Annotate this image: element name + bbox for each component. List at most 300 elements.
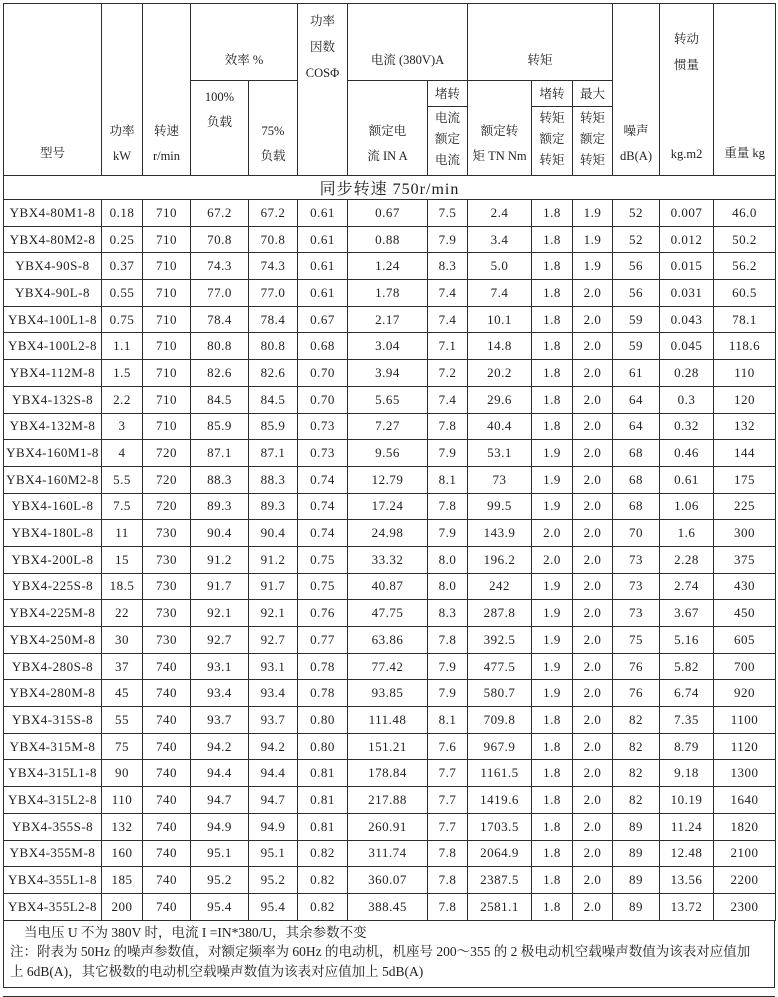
cell-rated-current: 360.07	[348, 867, 428, 894]
cell-inertia: 0.28	[660, 360, 714, 387]
cell-rated-current: 47.75	[348, 600, 428, 627]
cell-noise: 73	[613, 546, 660, 573]
table-row	[4, 600, 776, 627]
cell-noise: 89	[613, 813, 660, 840]
cell-noise: 89	[613, 840, 660, 867]
cell-cos-phi: 0.61	[298, 226, 348, 253]
table-row	[4, 893, 776, 920]
cell-power-kw: 15	[102, 546, 143, 573]
cell-eff-75: 95.4	[249, 893, 298, 920]
cell-locked-current-ratio: 8.3	[428, 253, 468, 280]
cell-locked-torque-ratio: 1.8	[532, 386, 573, 413]
cell-cos-phi: 0.73	[298, 413, 348, 440]
cell-eff-75: 88.3	[249, 466, 298, 493]
cell-inertia: 1.6	[660, 520, 714, 547]
header-eff-100: 100% 负载	[191, 81, 249, 176]
cell-rated-torque: 1703.5	[468, 813, 532, 840]
cell-cos-phi: 0.76	[298, 600, 348, 627]
header-eff-75: 75% 负载	[249, 81, 298, 176]
cell-eff-75: 92.1	[249, 600, 298, 627]
cell-model: YBX4-100L1-8	[4, 306, 102, 333]
cell-inertia: 0.61	[660, 466, 714, 493]
cell-locked-torque-ratio: 1.9	[532, 600, 573, 627]
cell-locked-current-ratio: 7.8	[428, 840, 468, 867]
cell-max-torque-ratio: 2.0	[573, 466, 613, 493]
cell-inertia: 8.79	[660, 733, 714, 760]
cell-noise: 59	[613, 306, 660, 333]
cell-locked-current-ratio: 7.9	[428, 226, 468, 253]
cell-rated-torque: 5.0	[468, 253, 532, 280]
cell-speed: 710	[143, 413, 191, 440]
cell-speed: 710	[143, 200, 191, 227]
cell-eff-100: 67.2	[191, 200, 249, 227]
cell-weight: 110	[714, 360, 776, 387]
cell-max-torque-ratio: 2.0	[573, 520, 613, 547]
cell-max-torque-ratio: 2.0	[573, 386, 613, 413]
cell-inertia: 2.28	[660, 546, 714, 573]
cell-weight: 700	[714, 653, 776, 680]
cell-rated-current: 260.91	[348, 813, 428, 840]
table-row	[4, 546, 776, 573]
cell-locked-current-ratio: 7.4	[428, 386, 468, 413]
cell-inertia: 5.82	[660, 653, 714, 680]
cell-power-kw: 4	[102, 440, 143, 467]
cell-inertia: 13.72	[660, 893, 714, 920]
cell-locked-current-ratio: 8.0	[428, 546, 468, 573]
cell-power-kw: 132	[102, 813, 143, 840]
cell-max-torque-ratio: 2.0	[573, 733, 613, 760]
cell-weight: 120	[714, 386, 776, 413]
cell-rated-current: 24.98	[348, 520, 428, 547]
cell-max-torque-ratio: 2.0	[573, 306, 613, 333]
cell-max-torque-ratio: 1.9	[573, 226, 613, 253]
header-locked-torque-ratio: 堵转 转矩 额定 转矩	[532, 81, 573, 176]
cell-rated-current: 388.45	[348, 893, 428, 920]
cell-weight: 1300	[714, 760, 776, 787]
table-row	[4, 360, 776, 387]
cell-rated-torque: 287.8	[468, 600, 532, 627]
cell-locked-torque-ratio: 1.8	[532, 280, 573, 307]
cell-cos-phi: 0.61	[298, 200, 348, 227]
cell-weight: 450	[714, 600, 776, 627]
cell-cos-phi: 0.75	[298, 573, 348, 600]
cell-locked-current-ratio: 8.0	[428, 573, 468, 600]
table-body	[4, 200, 776, 921]
cell-speed: 740	[143, 787, 191, 814]
cell-locked-torque-ratio: 1.8	[532, 253, 573, 280]
cell-inertia: 6.74	[660, 680, 714, 707]
cell-weight: 920	[714, 680, 776, 707]
cell-rated-current: 40.87	[348, 573, 428, 600]
cell-eff-75: 80.8	[249, 333, 298, 360]
cell-rated-torque: 1419.6	[468, 787, 532, 814]
cell-cos-phi: 0.80	[298, 707, 348, 734]
cell-power-kw: 45	[102, 680, 143, 707]
cell-eff-75: 94.4	[249, 760, 298, 787]
cell-model: YBX4-315L2-8	[4, 787, 102, 814]
cell-cos-phi: 0.75	[298, 546, 348, 573]
cell-locked-current-ratio: 7.4	[428, 306, 468, 333]
cell-rated-torque: 2.4	[468, 200, 532, 227]
cell-max-torque-ratio: 2.0	[573, 893, 613, 920]
cell-speed: 710	[143, 226, 191, 253]
cell-eff-75: 95.2	[249, 867, 298, 894]
cell-locked-torque-ratio: 1.8	[532, 760, 573, 787]
cell-noise: 89	[613, 893, 660, 920]
cell-model: YBX4-225S-8	[4, 573, 102, 600]
cell-max-torque-ratio: 2.0	[573, 680, 613, 707]
cell-noise: 56	[613, 253, 660, 280]
cell-rated-current: 0.88	[348, 226, 428, 253]
motor-spec-sheet	[0, 3, 778, 979]
cell-model: YBX4-90L-8	[4, 280, 102, 307]
table-row	[4, 760, 776, 787]
cell-eff-75: 93.4	[249, 680, 298, 707]
cell-rated-torque: 2581.1	[468, 893, 532, 920]
cell-speed: 730	[143, 627, 191, 654]
cell-power-kw: 1.5	[102, 360, 143, 387]
cell-locked-current-ratio: 7.9	[428, 653, 468, 680]
cell-inertia: 0.3	[660, 386, 714, 413]
cell-eff-75: 93.7	[249, 707, 298, 734]
voltage-note: 当电压 U 不为 380V 时，电流 I =IN*380/U，其余参数不变	[24, 924, 367, 940]
cell-cos-phi: 0.73	[298, 440, 348, 467]
cell-rated-current: 12.79	[348, 466, 428, 493]
cell-locked-current-ratio: 8.1	[428, 707, 468, 734]
cell-locked-torque-ratio: 1.9	[532, 680, 573, 707]
cell-locked-current-ratio: 7.1	[428, 333, 468, 360]
cell-noise: 82	[613, 787, 660, 814]
cell-locked-current-ratio: 7.7	[428, 787, 468, 814]
cell-rated-current: 77.42	[348, 653, 428, 680]
cell-locked-torque-ratio: 1.8	[532, 867, 573, 894]
cell-power-kw: 3	[102, 413, 143, 440]
header-rated-current: 额定电 流 IN A	[348, 81, 428, 176]
cell-rated-torque: 2064.9	[468, 840, 532, 867]
cell-locked-current-ratio: 7.6	[428, 733, 468, 760]
cell-locked-current-ratio: 7.8	[428, 413, 468, 440]
cell-weight: 605	[714, 627, 776, 654]
cell-speed: 740	[143, 680, 191, 707]
cell-max-torque-ratio: 2.0	[573, 867, 613, 894]
cell-max-torque-ratio: 2.0	[573, 413, 613, 440]
cell-max-torque-ratio: 2.0	[573, 813, 613, 840]
sync-speed-row	[4, 176, 776, 200]
cell-power-kw: 1.1	[102, 333, 143, 360]
cell-cos-phi: 0.81	[298, 760, 348, 787]
cell-cos-phi: 0.61	[298, 253, 348, 280]
cell-weight: 78.1	[714, 306, 776, 333]
table-row	[4, 653, 776, 680]
cell-eff-100: 94.7	[191, 787, 249, 814]
cell-noise: 52	[613, 226, 660, 253]
cell-eff-75: 77.0	[249, 280, 298, 307]
cell-speed: 710	[143, 360, 191, 387]
cell-locked-current-ratio: 7.9	[428, 440, 468, 467]
cell-eff-100: 84.5	[191, 386, 249, 413]
cell-weight: 144	[714, 440, 776, 467]
cell-eff-75: 85.9	[249, 413, 298, 440]
cell-max-torque-ratio: 1.9	[573, 200, 613, 227]
header-power-factor: 功率 因数 COSΦ	[298, 4, 348, 176]
cell-cos-phi: 0.80	[298, 733, 348, 760]
cell-rated-torque: 1161.5	[468, 760, 532, 787]
cell-rated-torque: 477.5	[468, 653, 532, 680]
cell-rated-torque: 196.2	[468, 546, 532, 573]
cell-weight: 1100	[714, 707, 776, 734]
cell-rated-torque: 29.6	[468, 386, 532, 413]
cell-speed: 740	[143, 733, 191, 760]
cell-noise: 82	[613, 733, 660, 760]
cell-rated-torque: 14.8	[468, 333, 532, 360]
cell-eff-100: 94.9	[191, 813, 249, 840]
cell-model: YBX4-100L2-8	[4, 333, 102, 360]
cell-noise: 89	[613, 867, 660, 894]
cell-rated-torque: 3.4	[468, 226, 532, 253]
cell-speed: 740	[143, 653, 191, 680]
cell-eff-100: 70.8	[191, 226, 249, 253]
cell-speed: 740	[143, 840, 191, 867]
cell-inertia: 1.06	[660, 493, 714, 520]
cell-power-kw: 18.5	[102, 573, 143, 600]
table-row	[4, 253, 776, 280]
cell-eff-100: 78.4	[191, 306, 249, 333]
table-row	[4, 413, 776, 440]
cell-eff-100: 93.7	[191, 707, 249, 734]
cell-weight: 46.0	[714, 200, 776, 227]
cell-speed: 710	[143, 333, 191, 360]
cell-cos-phi: 0.74	[298, 493, 348, 520]
cell-model: YBX4-315M-8	[4, 733, 102, 760]
cell-eff-100: 94.4	[191, 760, 249, 787]
cell-eff-75: 89.3	[249, 493, 298, 520]
cell-eff-75: 95.1	[249, 840, 298, 867]
cell-locked-current-ratio: 7.8	[428, 627, 468, 654]
cell-power-kw: 110	[102, 787, 143, 814]
cell-cos-phi: 0.82	[298, 840, 348, 867]
cell-eff-100: 74.3	[191, 253, 249, 280]
cell-power-kw: 5.5	[102, 466, 143, 493]
cell-rated-torque: 2387.5	[468, 867, 532, 894]
cell-inertia: 0.012	[660, 226, 714, 253]
cell-power-kw: 55	[102, 707, 143, 734]
cell-cos-phi: 0.70	[298, 386, 348, 413]
cell-rated-torque: 967.9	[468, 733, 532, 760]
cell-model: YBX4-132M-8	[4, 413, 102, 440]
cell-eff-100: 82.6	[191, 360, 249, 387]
cell-eff-75: 82.6	[249, 360, 298, 387]
header-rated-torque: 额定转 矩 TN Nm	[468, 81, 532, 176]
cell-locked-torque-ratio: 1.9	[532, 466, 573, 493]
cell-inertia: 0.46	[660, 440, 714, 467]
cell-eff-100: 95.1	[191, 840, 249, 867]
cell-model: YBX4-200L-8	[4, 546, 102, 573]
cell-eff-75: 94.2	[249, 733, 298, 760]
header-power: 功率 kW	[102, 4, 143, 176]
cell-noise: 76	[613, 653, 660, 680]
noise-note-line-1: 注：附表为 50Hz 的噪声参数值，对额定频率为 60Hz 的电动机，机座号 200～355 的 2 极电动机空载噪声数值为该表对应值加	[10, 944, 751, 960]
header-inertia: 转动 惯量 kg.m2	[660, 4, 714, 176]
cell-rated-torque: 709.8	[468, 707, 532, 734]
cell-eff-100: 88.3	[191, 466, 249, 493]
cell-noise: 68	[613, 466, 660, 493]
cell-eff-75: 84.5	[249, 386, 298, 413]
cell-max-torque-ratio: 2.0	[573, 493, 613, 520]
cell-noise: 52	[613, 200, 660, 227]
cell-inertia: 12.48	[660, 840, 714, 867]
cell-weight: 225	[714, 493, 776, 520]
cell-model: YBX4-355L2-8	[4, 893, 102, 920]
cell-noise: 68	[613, 493, 660, 520]
cell-inertia: 3.67	[660, 600, 714, 627]
cell-eff-100: 87.1	[191, 440, 249, 467]
table-row	[4, 733, 776, 760]
cell-power-kw: 90	[102, 760, 143, 787]
cell-power-kw: 30	[102, 627, 143, 654]
cell-eff-75: 74.3	[249, 253, 298, 280]
table-row	[4, 707, 776, 734]
cell-model: YBX4-315S-8	[4, 707, 102, 734]
cell-noise: 68	[613, 440, 660, 467]
cell-power-kw: 185	[102, 867, 143, 894]
table-row	[4, 627, 776, 654]
cell-max-torque-ratio: 2.0	[573, 627, 613, 654]
cell-cos-phi: 0.82	[298, 867, 348, 894]
cell-weight: 375	[714, 546, 776, 573]
cell-eff-75: 94.7	[249, 787, 298, 814]
cell-max-torque-ratio: 2.0	[573, 280, 613, 307]
header-weight: 重量 kg	[714, 4, 776, 176]
cell-eff-100: 89.3	[191, 493, 249, 520]
table-row	[4, 680, 776, 707]
cell-locked-current-ratio: 7.7	[428, 813, 468, 840]
cell-eff-75: 91.7	[249, 573, 298, 600]
cell-eff-75: 70.8	[249, 226, 298, 253]
cell-noise: 70	[613, 520, 660, 547]
table-row	[4, 520, 776, 547]
table-row	[4, 813, 776, 840]
table-row	[4, 200, 776, 227]
cell-speed: 710	[143, 253, 191, 280]
cell-locked-torque-ratio: 1.8	[532, 733, 573, 760]
cell-model: YBX4-160L-8	[4, 493, 102, 520]
cell-model: YBX4-315L1-8	[4, 760, 102, 787]
cell-power-kw: 75	[102, 733, 143, 760]
cell-eff-100: 90.4	[191, 520, 249, 547]
cell-cos-phi: 0.82	[298, 893, 348, 920]
cell-eff-75: 92.7	[249, 627, 298, 654]
cell-cos-phi: 0.77	[298, 627, 348, 654]
cell-noise: 73	[613, 573, 660, 600]
cell-inertia: 0.045	[660, 333, 714, 360]
cell-noise: 73	[613, 600, 660, 627]
cell-noise: 76	[613, 680, 660, 707]
cell-weight: 118.6	[714, 333, 776, 360]
cell-max-torque-ratio: 2.0	[573, 600, 613, 627]
motor-spec-table	[3, 3, 776, 921]
cell-inertia: 2.74	[660, 573, 714, 600]
cell-weight: 175	[714, 466, 776, 493]
cell-weight: 2100	[714, 840, 776, 867]
cell-rated-current: 111.48	[348, 707, 428, 734]
cell-locked-torque-ratio: 1.8	[532, 893, 573, 920]
cell-cos-phi: 0.70	[298, 360, 348, 387]
sync-speed-title: 同步转速 750r/min	[4, 176, 776, 200]
cell-weight: 300	[714, 520, 776, 547]
cell-model: YBX4-112M-8	[4, 360, 102, 387]
cell-cos-phi: 0.81	[298, 787, 348, 814]
cell-inertia: 5.16	[660, 627, 714, 654]
cell-noise: 56	[613, 280, 660, 307]
table-row	[4, 333, 776, 360]
cell-cos-phi: 0.68	[298, 333, 348, 360]
cell-rated-torque: 143.9	[468, 520, 532, 547]
cell-speed: 740	[143, 760, 191, 787]
table-row	[4, 466, 776, 493]
cell-power-kw: 160	[102, 840, 143, 867]
cell-weight: 50.2	[714, 226, 776, 253]
cell-locked-torque-ratio: 1.9	[532, 653, 573, 680]
table-row	[4, 573, 776, 600]
cell-eff-100: 77.0	[191, 280, 249, 307]
cell-noise: 61	[613, 360, 660, 387]
cell-rated-current: 178.84	[348, 760, 428, 787]
cell-max-torque-ratio: 2.0	[573, 440, 613, 467]
cell-eff-75: 91.2	[249, 546, 298, 573]
cell-noise: 59	[613, 333, 660, 360]
cell-power-kw: 11	[102, 520, 143, 547]
cell-rated-torque: 392.5	[468, 627, 532, 654]
cell-cos-phi: 0.61	[298, 280, 348, 307]
cell-eff-75: 67.2	[249, 200, 298, 227]
cell-weight: 2200	[714, 867, 776, 894]
cell-eff-100: 95.2	[191, 867, 249, 894]
cell-rated-torque: 99.5	[468, 493, 532, 520]
cell-model: YBX4-355M-8	[4, 840, 102, 867]
cell-weight: 1820	[714, 813, 776, 840]
cell-weight: 60.5	[714, 280, 776, 307]
cell-model: YBX4-80M1-8	[4, 200, 102, 227]
cell-eff-100: 93.1	[191, 653, 249, 680]
table-row	[4, 440, 776, 467]
header-max-torque-ratio: 最大 转矩 额定 转矩	[573, 81, 613, 176]
cell-cos-phi: 0.74	[298, 466, 348, 493]
cell-eff-100: 92.1	[191, 600, 249, 627]
cell-rated-current: 217.88	[348, 787, 428, 814]
cell-locked-torque-ratio: 1.8	[532, 787, 573, 814]
table-header	[4, 4, 776, 176]
cell-max-torque-ratio: 2.0	[573, 707, 613, 734]
header-current-group: 电流 (380V)A	[348, 4, 468, 81]
cell-speed: 720	[143, 466, 191, 493]
cell-eff-75: 93.1	[249, 653, 298, 680]
cell-noise: 64	[613, 386, 660, 413]
cell-max-torque-ratio: 1.9	[573, 253, 613, 280]
cell-inertia: 13.56	[660, 867, 714, 894]
cell-inertia: 0.007	[660, 200, 714, 227]
cell-speed: 730	[143, 600, 191, 627]
cell-locked-current-ratio: 7.7	[428, 760, 468, 787]
cell-model: YBX4-180L-8	[4, 520, 102, 547]
cell-inertia: 11.24	[660, 813, 714, 840]
cell-locked-torque-ratio: 1.8	[532, 707, 573, 734]
cell-locked-torque-ratio: 1.8	[532, 813, 573, 840]
cell-power-kw: 2.2	[102, 386, 143, 413]
cell-eff-100: 91.7	[191, 573, 249, 600]
cell-cos-phi: 0.78	[298, 653, 348, 680]
cell-inertia: 7.35	[660, 707, 714, 734]
table-row	[4, 280, 776, 307]
